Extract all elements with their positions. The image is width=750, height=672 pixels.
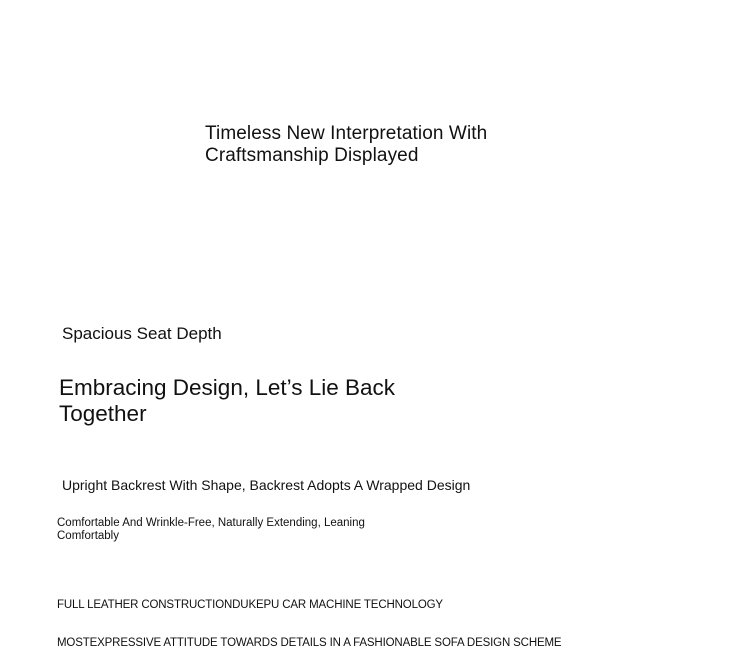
feature-label: Spacious Seat Depth (62, 324, 222, 343)
caps-text-block (57, 577, 561, 672)
headline: Timeless New Interpretation With Craftsmanship Displayed (205, 123, 488, 166)
caps-line-construction: FULL LEATHER CONSTRUCTIONDUKEPU CAR MACHINE TECHNOLOGY (57, 599, 443, 611)
main-title: Embracing Design, Let’s Lie Back Together (59, 375, 396, 426)
caps-line-details: MOSTEXPRESSIVE ATTITUDE TOWARDS DETAILS IN A FASHIONABLE SOFA DESIGN SCHEME (57, 637, 562, 649)
backrest-subline: Upright Backrest With Shape, Backrest Adopts A Wrapped Design (62, 477, 471, 493)
comfort-description: Comfortable And Wrinkle-Free, Naturally Extending, Leaning Comfortably (57, 517, 365, 542)
